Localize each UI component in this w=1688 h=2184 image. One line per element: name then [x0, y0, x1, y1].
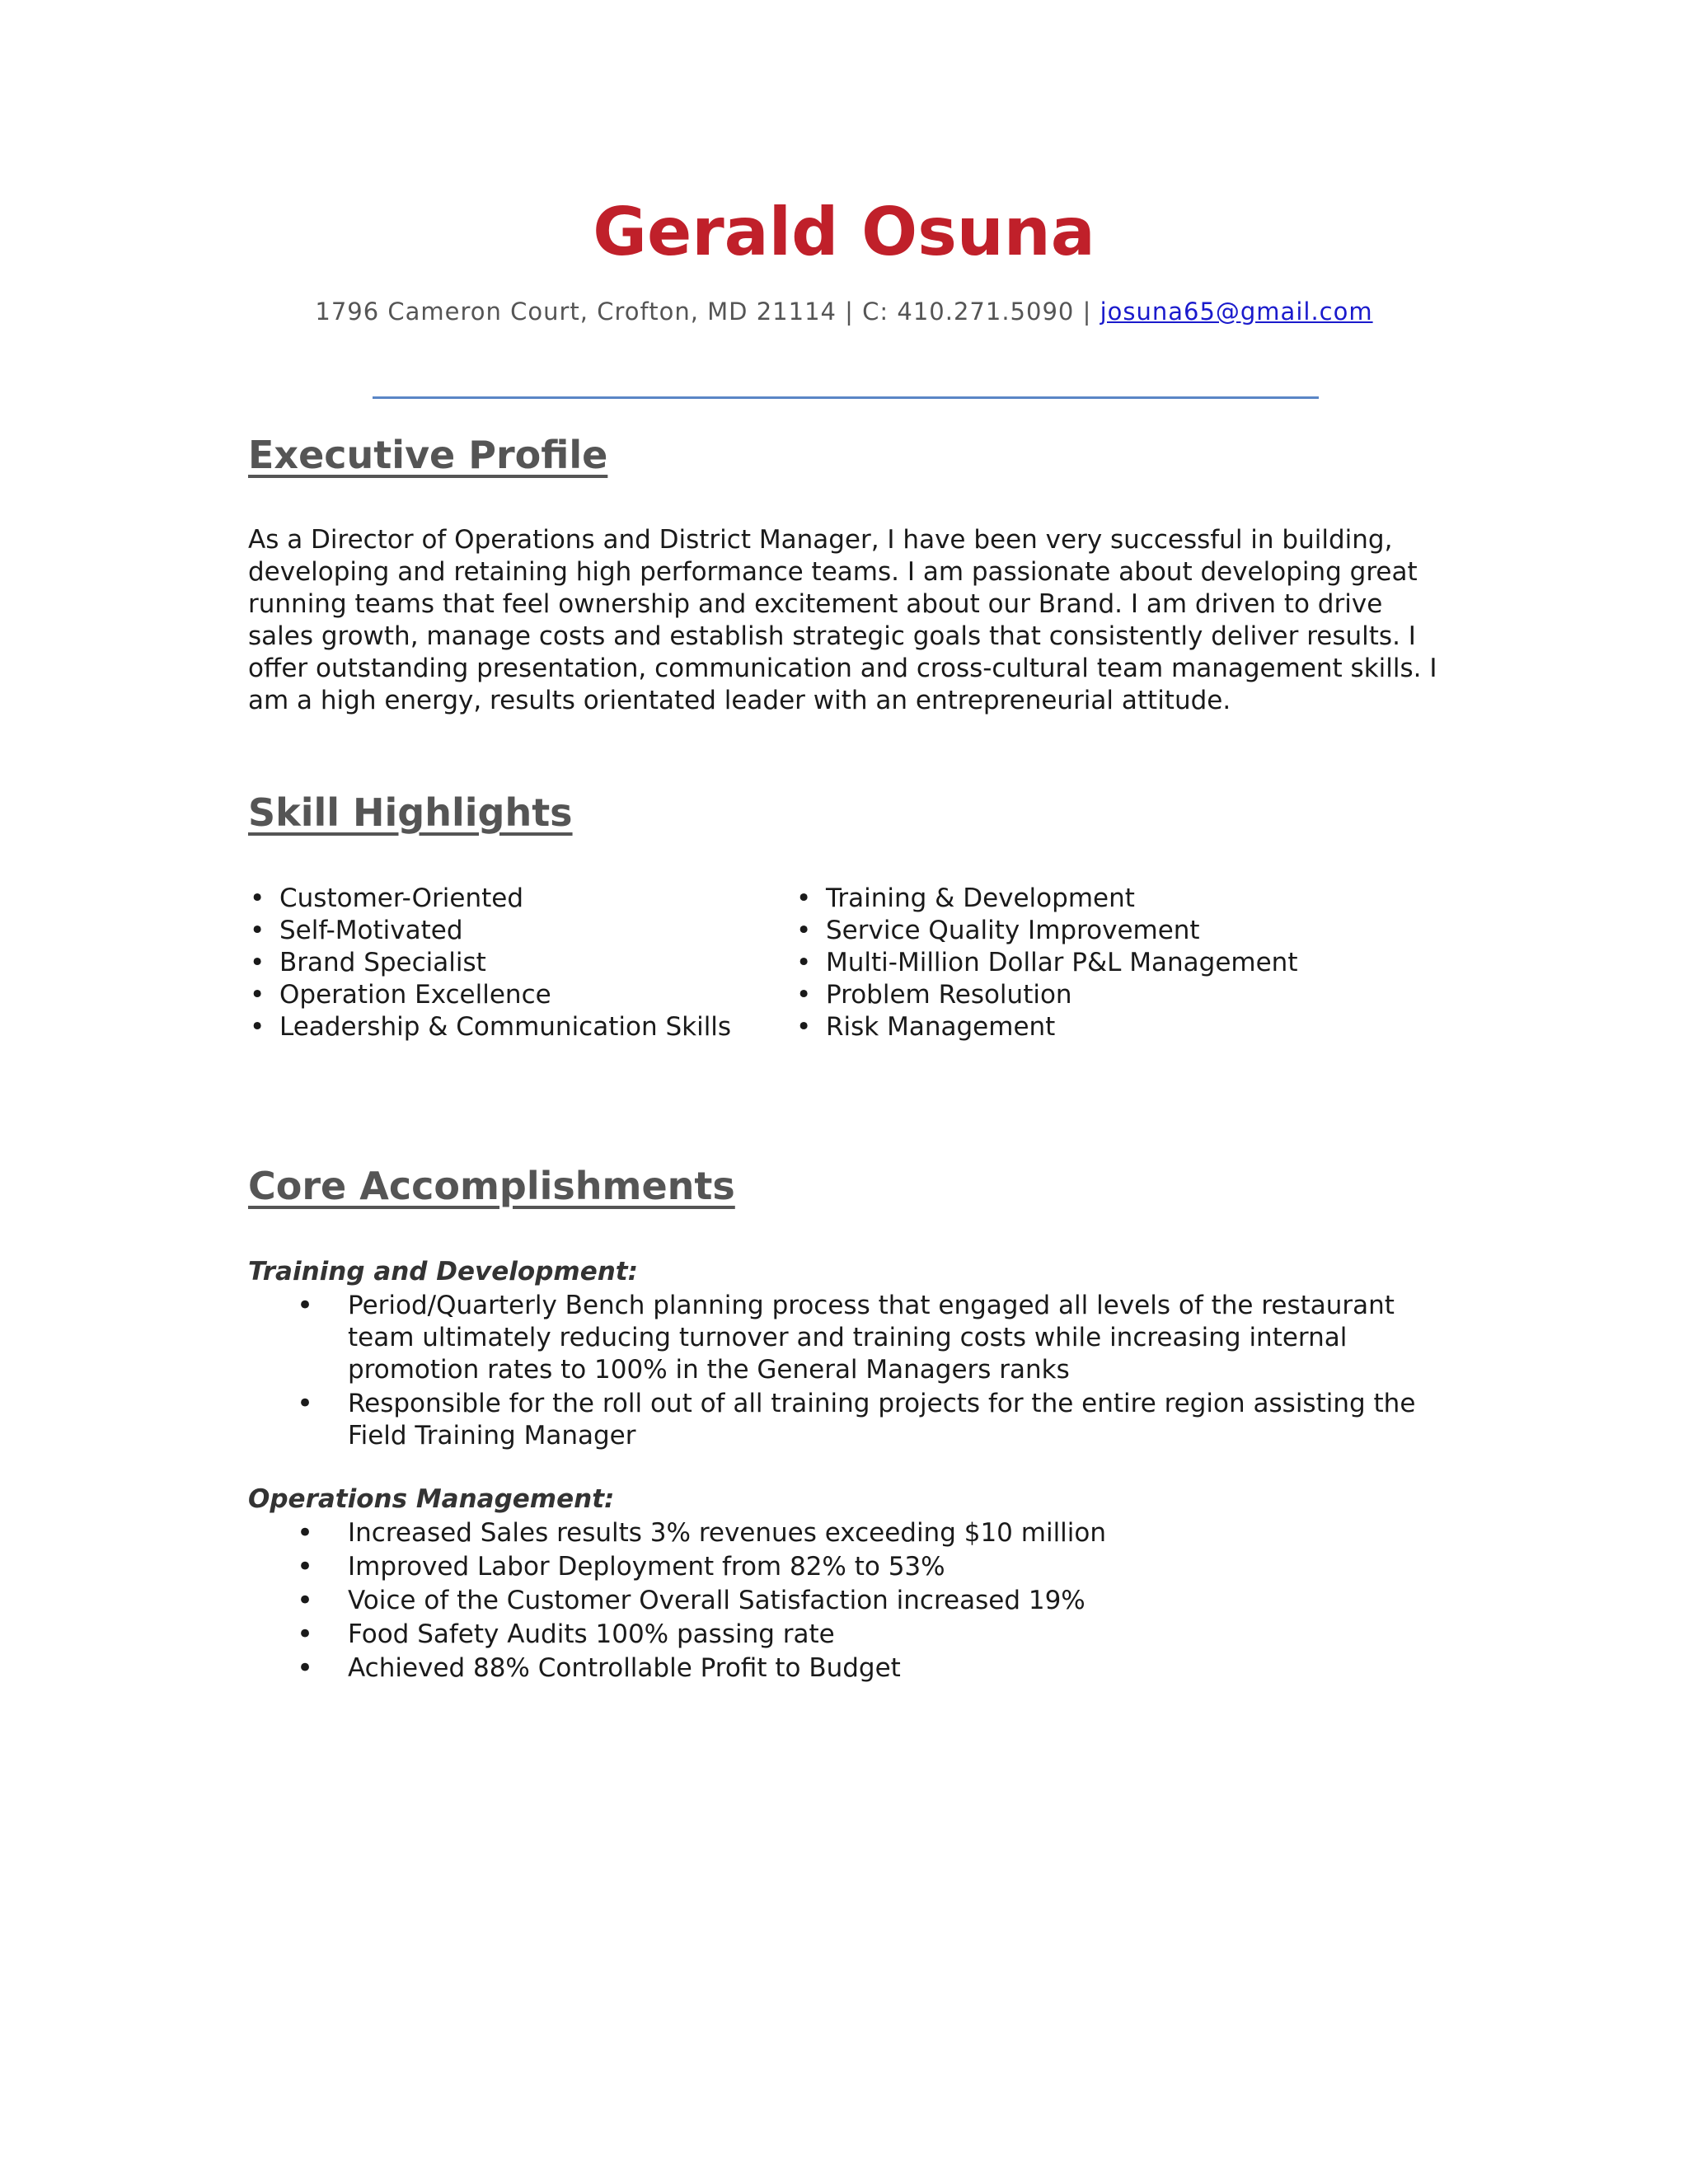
skill-highlights-heading: Skill Highlights: [248, 790, 573, 835]
bullet-icon: •: [297, 1584, 314, 1617]
bullet-icon: •: [250, 948, 265, 977]
list-item: • Brand Specialist: [250, 948, 486, 977]
skills-list-right: [795, 883, 1421, 1043]
list-item: • Self-Motivated: [250, 916, 463, 945]
bullet-icon: •: [297, 1550, 314, 1583]
bullet-icon: •: [250, 883, 265, 913]
training-development-subheading: Training and Development:: [248, 1257, 639, 1286]
executive-profile-heading: Executive Profile: [248, 433, 608, 477]
bullet-icon: •: [796, 883, 812, 913]
executive-profile-text: As a Director of Operations and District Manager, I have been very successful in building, developing and retaining high performance teams. I am passionate about developing great running teams that feel ownership and excitement about our Brand. I am driven to drive sales growth, manage costs and establish strategic goals that consistently deliver results. I offer outstanding presentation, communication and cross-cultural team management skills. I am a high energy, results orientated leader with an entrepreneurial attitude.: [248, 525, 1437, 715]
bullet-icon: •: [297, 1652, 314, 1685]
bullet-icon: •: [796, 1012, 812, 1042]
list-item: • Leadership & Communication Skills: [250, 1012, 732, 1042]
list-item: • Improved Labor Deployment from 82% to 53%: [297, 1550, 945, 1583]
contact-line: [0, 295, 1688, 328]
skills-list-left: [248, 883, 776, 1043]
list-item: • Food Safety Audits 100% passing rate: [297, 1618, 835, 1651]
bullet-icon: •: [250, 916, 265, 945]
bullet-icon: •: [297, 1387, 314, 1420]
bullet-icon: •: [297, 1516, 314, 1549]
bullet-icon: •: [297, 1618, 314, 1651]
bullet-icon: •: [796, 948, 812, 977]
bullet-icon: •: [250, 1012, 265, 1042]
operations-management-subheading: Operations Management:: [248, 1484, 615, 1514]
operations-management-list: [297, 1517, 1467, 1686]
list-item: • Customer-Oriented: [250, 883, 524, 913]
list-item: • Responsible for the roll out of all training projects for the entire region assisting the Field Training Manager: [297, 1387, 1416, 1451]
list-item: • Multi-Million Dollar P&L Management: [796, 948, 1298, 977]
bullet-icon: •: [297, 1289, 314, 1322]
address-phone: 1796 Cameron Court, Crofton, MD 21114 | C: 410.271.5090 |: [315, 298, 1100, 326]
list-item: • Service Quality Improvement: [796, 916, 1200, 945]
candidate-name: Gerald Osuna: [593, 194, 1095, 270]
list-item: • Problem Resolution: [796, 980, 1072, 1010]
list-item: • Training & Development: [796, 883, 1135, 913]
bullet-icon: •: [796, 916, 812, 945]
email-link[interactable]: josuna65@gmail.com: [1100, 298, 1373, 326]
list-item: • Period/Quarterly Bench planning process that engaged all levels of the restaurant team ultimately reducing turnover and training costs while increasing internal promotion rates to 100% in the General Managers ranks: [297, 1289, 1395, 1385]
header-divider: [373, 396, 1319, 399]
training-development-list: [297, 1290, 1467, 1454]
bullet-icon: •: [796, 980, 812, 1010]
bullet-icon: •: [250, 980, 265, 1010]
list-item: • Increased Sales results 3% revenues exceeding $10 million: [297, 1516, 1107, 1549]
list-item: • Operation Excellence: [250, 980, 551, 1010]
core-accomplishments-heading: Core Accomplishments: [248, 1164, 735, 1208]
list-item: • Achieved 88% Controllable Profit to Budget: [297, 1652, 901, 1685]
list-item: • Voice of the Customer Overall Satisfaction increased 19%: [297, 1584, 1085, 1617]
list-item: • Risk Management: [796, 1012, 1056, 1042]
